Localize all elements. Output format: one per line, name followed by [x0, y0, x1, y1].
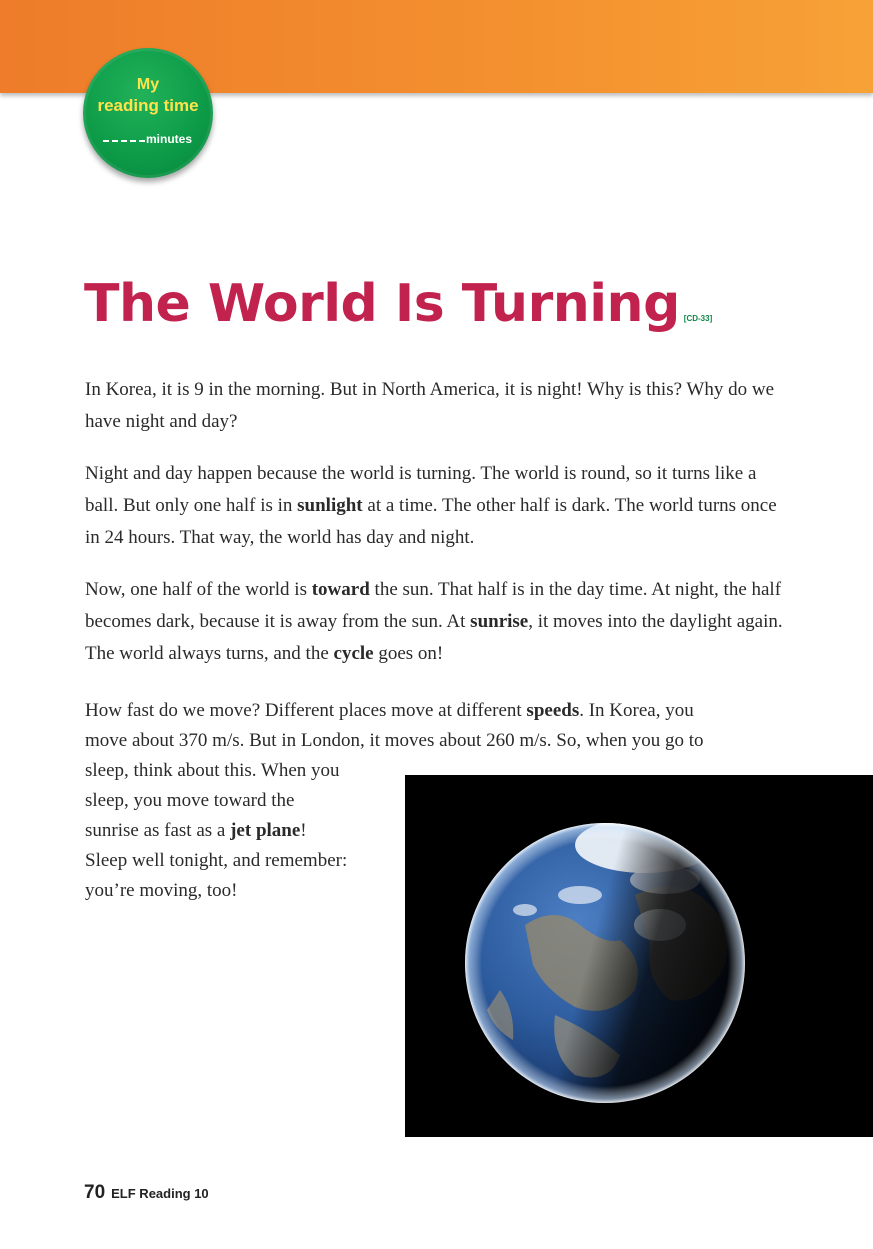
keyword-toward: toward — [311, 579, 370, 600]
badge-label-reading-time: reading time — [97, 96, 199, 115]
p3-text-a: Now, one half of the world is — [85, 579, 312, 600]
p3-text-c: the sun. That half is in the day time. At night, the half becomes dark, because it is away from the sun. At — [85, 579, 782, 632]
p4-line-2: move about 370 m/s. But in London, it moves about 260 m/s. So, when you go to — [85, 730, 704, 751]
keyword-jet-plane: jet plane — [230, 820, 301, 841]
p4-text-5a: sunrise as fast as a — [85, 820, 231, 841]
paragraph-1: In Korea, it is 9 in the morning. But in North America, it is night! Why is this? Why do we have night and day? — [85, 379, 775, 432]
cd-track-tag: [CD-33] — [683, 314, 713, 323]
keyword-cycle: cycle — [333, 643, 374, 664]
book-title: ELF Reading 10 — [111, 1186, 209, 1201]
p3-text-e: , it moves into the daylight again. The world always turns, and the — [85, 611, 783, 664]
paragraph-2 — [85, 458, 785, 554]
p4-line-3: sleep, think about this. When you — [85, 760, 340, 781]
earth-globe-illustration — [405, 775, 873, 1137]
p4-line-7: you’re moving, too! — [85, 880, 238, 901]
minutes-blank — [103, 140, 145, 142]
badge-unit: minutes — [146, 132, 193, 146]
page-title — [84, 272, 712, 351]
paragraph-3 — [85, 574, 785, 670]
p4-text-1c: . In Korea, you — [579, 700, 694, 721]
title-text: The World Is Turning — [84, 274, 680, 334]
p4-line-1 — [85, 696, 785, 726]
p4-text-5c: ! — [300, 820, 307, 841]
p3-text-g: goes on! — [373, 643, 444, 664]
p4-line-4: sleep, you move toward the — [85, 790, 295, 811]
p2-text-a: Night and day happen because the world is turning. The world is round, so it turns like a ball. But only one half is in — [85, 463, 757, 516]
keyword-sunrise: sunrise — [470, 611, 529, 632]
p4-text-1a: How fast do we move? Different places move at different — [85, 700, 527, 721]
reading-time-badge — [83, 48, 213, 178]
earth-image — [405, 775, 873, 1137]
keyword-sunlight: sunlight — [297, 495, 363, 516]
page-number: 70 — [84, 1182, 106, 1203]
badge-minutes-line — [103, 132, 192, 146]
article-body — [85, 374, 785, 690]
badge-label-my: My — [136, 76, 160, 93]
p2-text-c: at a time. The other half is dark. The world turns once in 24 hours. That way, the world has day and night. — [85, 495, 777, 548]
keyword-speeds: speeds — [526, 700, 580, 721]
p4-line-6: Sleep well tonight, and remember: — [85, 850, 348, 871]
page-footer — [84, 1182, 209, 1204]
globe-atmosphere-rim — [465, 823, 745, 1103]
